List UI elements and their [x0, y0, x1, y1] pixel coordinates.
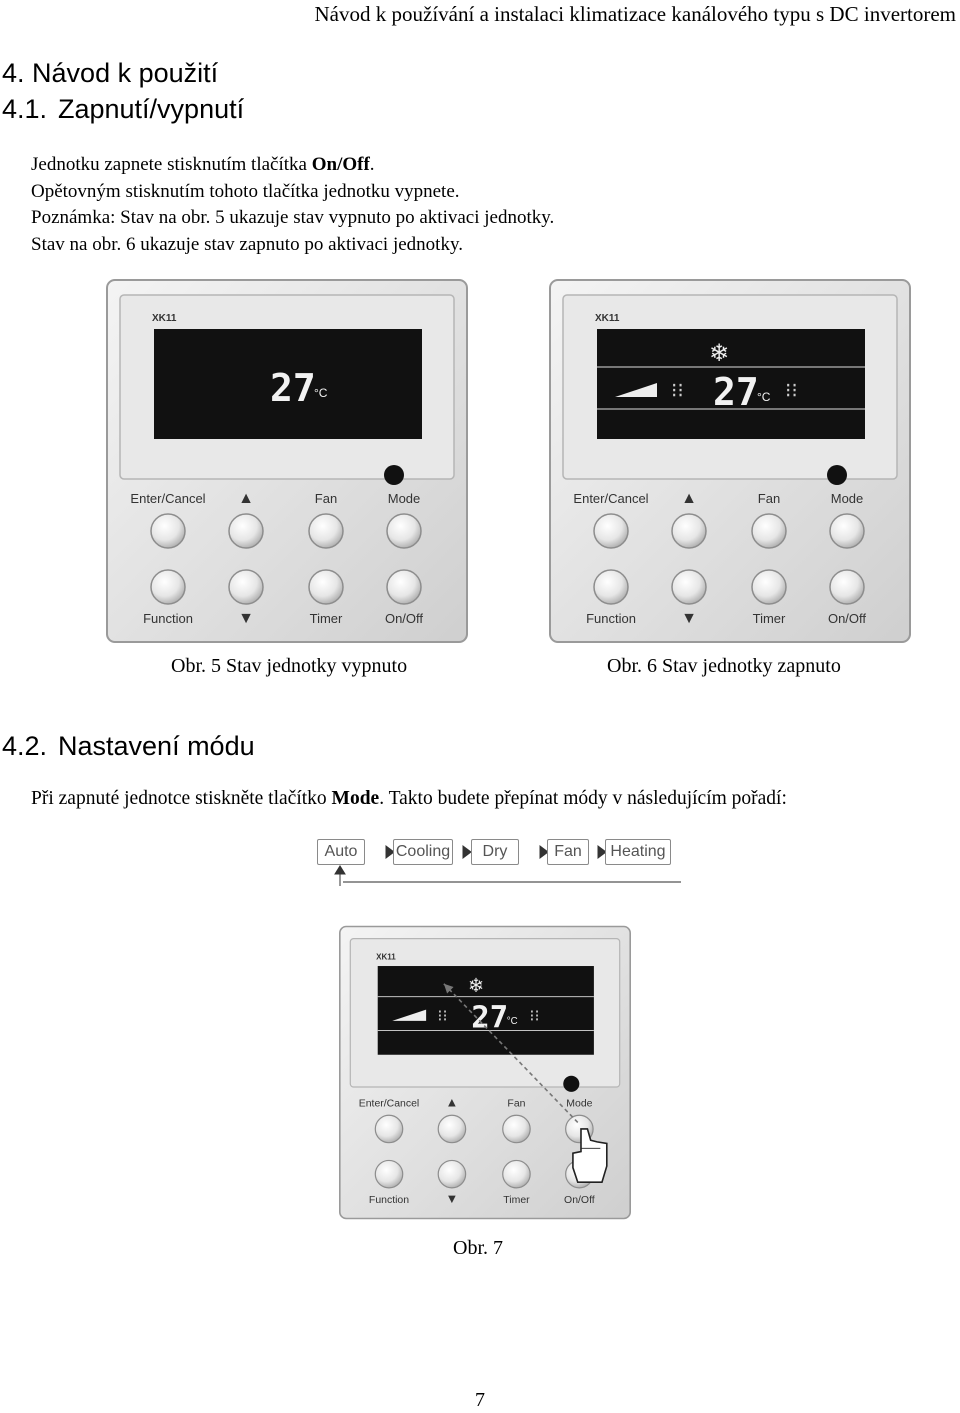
power-led-icon — [563, 1076, 579, 1092]
controller-button — [672, 514, 706, 548]
swing-icon: ⁝⁝ — [671, 378, 684, 402]
temperature-unit: °C — [506, 1016, 518, 1028]
power-led-icon — [384, 465, 404, 485]
button-label: Mode — [830, 491, 864, 506]
mode-dry: Dry — [471, 839, 519, 865]
controller-button — [594, 570, 628, 604]
button-label: Enter/Cancel — [130, 491, 206, 506]
paragraph-line: Poznámka: Stav na obr. 5 ukazuje stav vypnuto po aktivaci jednotky. — [31, 207, 555, 228]
button-label: On/Off — [384, 611, 424, 626]
button-label: Function — [143, 611, 193, 626]
controller-button — [309, 514, 343, 548]
controller-figure-on — [549, 279, 911, 643]
figure-caption-7: Obr. 7 — [453, 1237, 503, 1259]
controller-button — [830, 570, 864, 604]
bold-text: On/Off — [311, 154, 370, 175]
bold-text: Mode — [331, 788, 380, 809]
button-label: ▲ — [445, 1094, 459, 1110]
button-label: Enter/Cancel — [573, 491, 649, 506]
subsection-heading-2 — [2, 731, 255, 762]
controller-button — [375, 1160, 402, 1187]
controller-button — [672, 570, 706, 604]
controller-panel — [106, 279, 468, 643]
button-label: ▼ — [445, 1191, 459, 1207]
text-span: Při zapnuté jednotce stiskněte tlačítko — [31, 788, 332, 809]
subsection-title: Nastavení módu — [58, 731, 255, 761]
button-label: Enter/Cancel — [358, 1098, 420, 1110]
page-header: Návod k používání a instalaci klimatizace kanálového typu s DC invertorem — [314, 2, 956, 26]
figure-caption-5: Obr. 5 Stav jednotky vypnuto — [171, 655, 408, 677]
subsection-heading-1 — [2, 94, 244, 125]
temperature-unit: °C — [757, 390, 771, 404]
swing-icon: ⁝⁝ — [437, 1005, 448, 1025]
button-label: Timer — [503, 1195, 530, 1207]
button-label: Function — [586, 611, 636, 626]
mode-auto: Auto — [317, 839, 365, 865]
text-span: Jednotku zapnete stisknutím tlačítka — [31, 154, 312, 175]
controller-figure-mode — [339, 914, 631, 1231]
controller-panel — [339, 914, 631, 1231]
controller-button — [309, 570, 343, 604]
button-label: On/Off — [564, 1195, 595, 1207]
text-span: . — [369, 154, 375, 175]
temperature-display: 27 — [713, 370, 759, 414]
button-label: ▼ — [681, 610, 697, 627]
button-label: On/Off — [827, 611, 867, 626]
section-heading — [2, 58, 218, 89]
temperature-unit: °C — [314, 386, 328, 400]
button-label: Timer — [752, 611, 786, 626]
figure-caption-6: Obr. 6 Stav jednotky zapnuto — [607, 655, 841, 677]
snowflake-icon: ❄ — [709, 339, 730, 367]
button-label: Function — [368, 1195, 410, 1207]
swing-icon: ⁝⁝ — [785, 378, 798, 402]
button-label: Fan — [757, 491, 781, 506]
controller-button — [387, 570, 421, 604]
controller-button — [594, 514, 628, 548]
subsection-number: 4.2. — [2, 731, 48, 761]
controller-button — [503, 1115, 530, 1142]
controller-button — [229, 514, 263, 548]
mode-cooling: Cooling — [393, 839, 453, 865]
paragraph-line: Stav na obr. 6 ukazuje stav zapnuto po aktivaci jednotky. — [31, 233, 463, 255]
controller-button — [830, 514, 864, 548]
power-led-icon — [827, 465, 847, 485]
button-label: ▲ — [681, 490, 697, 507]
controller-button — [438, 1115, 465, 1142]
button-label: Mode — [387, 491, 421, 506]
mode-heating: Heating — [605, 839, 671, 865]
button-label: Timer — [309, 611, 343, 626]
controller-button — [503, 1160, 530, 1187]
button-label: ▼ — [238, 610, 254, 627]
button-label: ▲ — [238, 490, 254, 507]
section-number: 4. — [2, 58, 25, 88]
mode-fan: Fan — [547, 839, 589, 865]
subsection-number: 4.1. — [2, 94, 48, 124]
button-label: Mode — [566, 1098, 593, 1110]
model-label: XK11 — [152, 313, 177, 324]
arrow-up-icon — [335, 866, 345, 874]
controller-button — [752, 570, 786, 604]
subsection-title: Zapnutí/vypnutí — [58, 94, 245, 124]
button-label: Fan — [507, 1098, 526, 1110]
model-label: XK11 — [376, 952, 396, 962]
controller-figure-off — [106, 279, 468, 643]
text-span: . Takto budete přepínat módy v následujícím pořadí: — [379, 788, 787, 809]
controller-button — [752, 514, 786, 548]
temperature-display: 27 — [471, 1000, 509, 1036]
paragraph-line — [31, 152, 554, 179]
controller-button — [151, 514, 185, 548]
section-title: Návod k použití — [32, 58, 219, 88]
mode-sequence-diagram — [313, 838, 685, 894]
paragraph-line: Opětovným stisknutím tohoto tlačítka jednotku vypnete. — [31, 180, 460, 202]
button-label: Fan — [314, 491, 338, 506]
temperature-display: 27 — [270, 366, 316, 410]
controller-panel — [549, 279, 911, 643]
controller-button — [387, 514, 421, 548]
paragraph-mode — [31, 788, 787, 810]
paragraph-on-off — [31, 152, 554, 258]
controller-button — [438, 1160, 465, 1187]
controller-button — [151, 570, 185, 604]
swing-icon: ⁝⁝ — [529, 1005, 540, 1025]
arrow-icon — [463, 846, 471, 858]
page-number: 7 — [475, 1389, 485, 1411]
model-label: XK11 — [595, 313, 620, 324]
controller-button — [375, 1115, 402, 1142]
snowflake-icon: ❄ — [468, 973, 485, 997]
controller-button — [229, 570, 263, 604]
